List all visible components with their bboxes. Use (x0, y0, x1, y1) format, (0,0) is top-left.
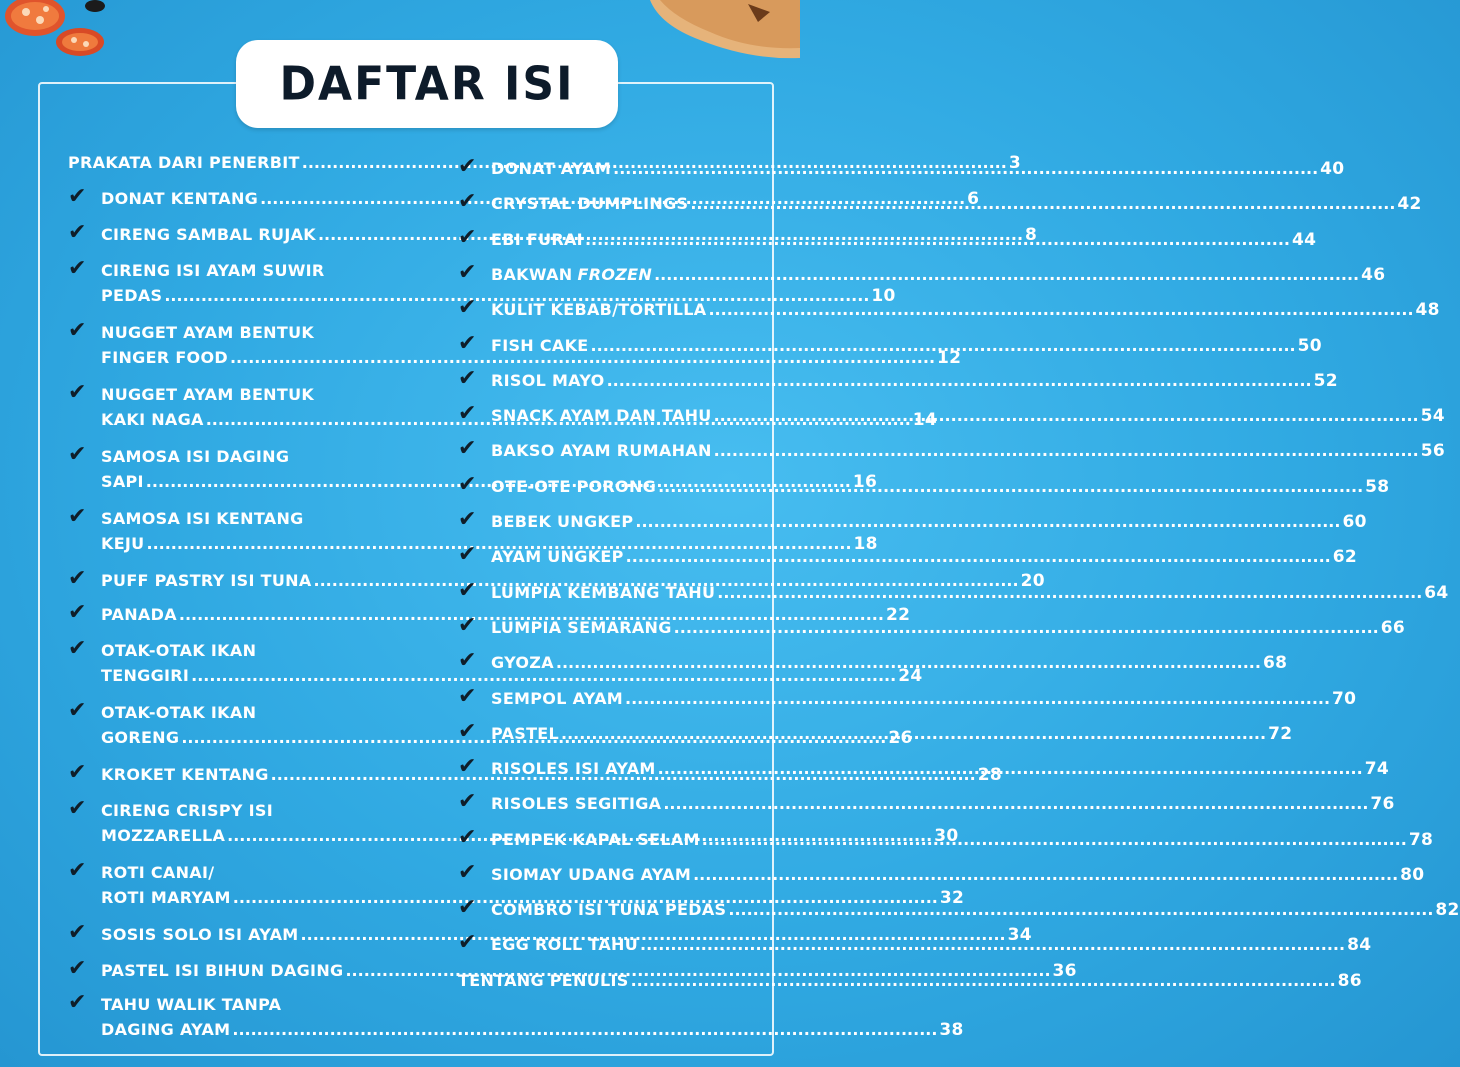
dot-leader (640, 932, 1345, 957)
toc-entry-text (491, 297, 1440, 323)
checkmark-icon: ✔ (458, 613, 477, 638)
dot-leader (728, 897, 1433, 922)
toc-entry-title: AYAM UNGKEP (491, 547, 624, 566)
toc-entry-title: MOZZARELLA (101, 826, 226, 845)
checkmark-icon: ✔ (458, 542, 477, 567)
toc-entry-title: PASTEL (491, 724, 560, 743)
toc-entry-title: PUFF PASTRY ISI TUNA (101, 571, 312, 590)
page-number: 78 (1408, 830, 1434, 850)
toc-entry-title: EGG ROLL TAHU (491, 935, 638, 954)
toc-entry-title: ROTI MARYAM (101, 888, 231, 907)
dot-leader (663, 791, 1368, 816)
checkmark-icon: ✔ (458, 260, 477, 285)
toc-entry-title: PANADA (101, 605, 177, 624)
checkmark-icon: ✔ (458, 684, 477, 709)
toc-entry-title: COMBRO ISI TUNA PEDAS (491, 900, 727, 919)
page-number: 16 (852, 472, 878, 492)
toc-entry-title: SAPI (101, 472, 144, 491)
page-number: 56 (1420, 441, 1445, 461)
toc-entry-title: SOSIS SOLO ISI AYAM (101, 925, 299, 944)
page-number: 20 (1020, 571, 1045, 591)
toc-entry-title: TENGGIRI (101, 666, 190, 685)
checkmark-icon: ✔ (458, 860, 477, 885)
toc-entry-title: PEDAS (101, 286, 163, 305)
toc-entry-title: PRAKATA DARI PENERBIT (68, 153, 300, 172)
toc-entry-title: NUGGET AYAM BENTUK (101, 385, 315, 404)
dot-leader (635, 509, 1340, 534)
page-number: 24 (898, 666, 923, 686)
toc-entry-title: SAMOSA ISI KENTANG (101, 509, 304, 528)
dot-leader (693, 862, 1398, 887)
page-number: 68 (1262, 653, 1288, 673)
checkmark-icon: ✔ (458, 366, 477, 391)
page-number: 76 (1370, 794, 1395, 814)
toc-entry-title: KEJU (101, 534, 145, 553)
dot-leader (702, 827, 1407, 852)
dot-leader (631, 968, 1336, 993)
checkmark-icon: ✔ (68, 956, 87, 981)
checkmark-icon: ✔ (458, 331, 477, 356)
page-number: 36 (1052, 961, 1077, 981)
checkmark-icon: ✔ (458, 401, 477, 426)
toc-entry-title: BAKSO AYAM RUMAHAN (491, 441, 712, 460)
toc-entry-text (491, 438, 1445, 464)
toc-entry-text (491, 686, 1357, 712)
checkmark-icon: ✔ (68, 990, 87, 1015)
dot-leader (591, 333, 1296, 358)
toc-entry-title: FISH CAKE (491, 336, 589, 355)
toc-entry-title: RISOL MAYO (491, 371, 605, 390)
toc-entry-title: BEBEK UNGKEP (491, 512, 634, 531)
dot-leader (585, 227, 1290, 252)
toc-entry-title: OTAK-OTAK IKAN (101, 641, 257, 660)
page-number: 14 (912, 410, 938, 430)
checkmark-icon: ✔ (68, 220, 87, 245)
dot-leader (674, 615, 1379, 640)
toc-entry-title: KAKI NAGA (101, 410, 204, 429)
page-number: 74 (1364, 759, 1389, 779)
toc-entry-title: KULIT KEBAB/TORTILLA (491, 300, 707, 319)
checkmark-icon: ✔ (68, 796, 87, 821)
checkmark-icon: ✔ (458, 154, 477, 179)
toc-entry-title: DONAT KENTANG (101, 189, 259, 208)
dot-leader (690, 191, 1395, 216)
page-number: 10 (871, 286, 896, 306)
toc-entry-text (491, 227, 1317, 253)
dot-leader (708, 297, 1413, 322)
page-number: 44 (1292, 230, 1317, 250)
toc-entry-title: SNACK AYAM DAN TAHU (491, 406, 712, 425)
toc-entry-title: TAHU WALIK TANPA (101, 995, 282, 1014)
toc-entry-title: ROTI CANAI/ (101, 863, 215, 882)
page-number: 40 (1320, 159, 1345, 179)
dot-leader (232, 1017, 937, 1042)
page-number: 38 (939, 1020, 964, 1040)
dot-leader (714, 438, 1419, 463)
checkmark-icon: ✔ (458, 930, 477, 955)
toc-entry-title: OTAK-OTAK IKAN (101, 703, 257, 722)
checkmark-icon: ✔ (68, 698, 87, 723)
checkmark-icon: ✔ (458, 189, 477, 214)
dot-leader (613, 156, 1318, 181)
dot-leader (714, 403, 1419, 428)
checkmark-icon: ✔ (68, 442, 87, 467)
food-decoration-image (0, 0, 115, 62)
toc-entry-text (101, 992, 964, 1043)
toc-entry-title: NUGGET AYAM BENTUK (101, 323, 315, 342)
dot-leader (654, 262, 1359, 287)
toc-entry-title: DAGING AYAM (101, 1020, 231, 1039)
page-title: DAFTAR ISI (279, 57, 575, 111)
dot-leader (607, 368, 1312, 393)
dot-leader (658, 474, 1363, 499)
page-number: 62 (1332, 547, 1357, 567)
checkmark-icon: ✔ (458, 648, 477, 673)
page-number: 54 (1420, 406, 1445, 426)
page-number: 3 (1008, 153, 1021, 173)
checkmark-icon: ✔ (68, 858, 87, 883)
page-number: 70 (1332, 689, 1357, 709)
page-number: 50 (1297, 336, 1322, 356)
page-number: 28 (977, 765, 1002, 785)
toc-entry-title: GYOZA (491, 653, 554, 672)
page-number: 18 (853, 534, 878, 554)
page-number: 84 (1347, 935, 1372, 955)
toc-entry-title: BAKWAN (491, 265, 573, 284)
checkmark-icon: ✔ (458, 719, 477, 744)
page-number: 34 (1007, 925, 1032, 945)
page-number: 86 (1337, 971, 1362, 991)
toc-entry-text (491, 368, 1338, 394)
toc-entry-text (491, 262, 1386, 288)
checkmark-icon: ✔ (458, 825, 477, 850)
toc-entry-text (491, 509, 1367, 535)
toc-entry-title: KROKET KENTANG (101, 765, 269, 784)
dot-leader (561, 721, 1266, 746)
checkmark-icon: ✔ (68, 636, 87, 661)
page-number: 66 (1380, 618, 1405, 638)
toc-entry-title: CRYSTAL DUMPLINGS (491, 194, 689, 213)
page-number: 72 (1268, 724, 1293, 744)
toc-entry-title: PEMPEK KAPAL SELAM (491, 830, 700, 849)
dot-leader (658, 756, 1363, 781)
toc-entry-title: SIOMAY UDANG AYAM (491, 865, 692, 884)
toc-entry-title: CIRENG CRISPY ISI (101, 801, 273, 820)
checkmark-icon: ✔ (458, 472, 477, 497)
toc-entry-text (491, 191, 1422, 217)
checkmark-icon: ✔ (68, 184, 87, 209)
toc-entry-title-italic: FROZEN (577, 265, 653, 284)
toc-entry-title: OTE-OTE PORONG (491, 477, 657, 496)
checkmark-icon: ✔ (458, 295, 477, 320)
checkmark-icon: ✔ (458, 754, 477, 779)
page-number: 26 (888, 728, 913, 748)
checkmark-icon: ✔ (68, 566, 87, 591)
toc-entry-title: LUMPIA SEMARANG (491, 618, 672, 637)
checkmark-icon: ✔ (458, 578, 477, 603)
checkmark-icon: ✔ (458, 436, 477, 461)
checkmark-icon: ✔ (68, 760, 87, 785)
page-number: 42 (1397, 194, 1422, 214)
checkmark-icon: ✔ (68, 256, 87, 281)
checkmark-icon: ✔ (458, 895, 477, 920)
dot-leader (625, 686, 1330, 711)
toc-entry-title: LUMPIA KEMBANG TAHU (491, 583, 716, 602)
page-number: 58 (1365, 477, 1390, 497)
toc-entry-title: CIRENG SAMBAL RUJAK (101, 225, 316, 244)
checkmark-icon: ✔ (68, 504, 87, 529)
toc-entry-title: PASTEL ISI BIHUN DAGING (101, 961, 344, 980)
page-number: 8 (1025, 225, 1038, 245)
toc-entry-title: RISOLES SEGITIGA (491, 794, 662, 813)
checkmark-icon: ✔ (68, 380, 87, 405)
toc-entry-title: CIRENG ISI AYAM SUWIR (101, 261, 325, 280)
page-number: 52 (1313, 371, 1338, 391)
toc-entry-title: SAMOSA ISI DAGING (101, 447, 290, 466)
toc-entry-title: EBI FURAI (491, 230, 583, 249)
page-number: 6 (967, 189, 980, 209)
toc-entry-title: FINGER FOOD (101, 348, 228, 367)
page-number: 22 (885, 605, 911, 625)
toc-entry-title: DONAT AYAM (491, 159, 612, 178)
toc-entry-title: RISOLES ISI AYAM (491, 759, 656, 778)
page-number: 46 (1361, 265, 1386, 285)
checkmark-icon: ✔ (458, 789, 477, 814)
page-number: 60 (1342, 512, 1367, 532)
checkmark-icon: ✔ (458, 507, 477, 532)
dot-leader (717, 580, 1422, 605)
page-number: 48 (1415, 300, 1440, 320)
dot-leader (556, 650, 1261, 675)
toc-entry-title: SEMPOL AYAM (491, 689, 623, 708)
page-number: 64 (1424, 583, 1449, 603)
toc-entry-title: GORENG (101, 728, 180, 747)
title-box (236, 40, 618, 128)
checkmark-icon: ✔ (68, 318, 87, 343)
toc-entry-title: TENTANG PENULIS (458, 971, 629, 990)
toc-entry-text (491, 791, 1395, 817)
page-number: 32 (939, 888, 965, 908)
page-number: 82 (1435, 900, 1460, 920)
checkmark-icon: ✔ (458, 225, 477, 250)
checkmark-icon: ✔ (68, 600, 87, 625)
page-number: 30 (934, 826, 959, 846)
dot-leader (626, 544, 1331, 569)
page-number: 80 (1400, 865, 1425, 885)
checkmark-icon: ✔ (68, 920, 87, 945)
toc-entry-text (491, 156, 1345, 182)
cutting-board-decoration-image (630, 0, 800, 60)
page-number: 12 (937, 348, 962, 368)
toc-entry-text (491, 862, 1425, 888)
